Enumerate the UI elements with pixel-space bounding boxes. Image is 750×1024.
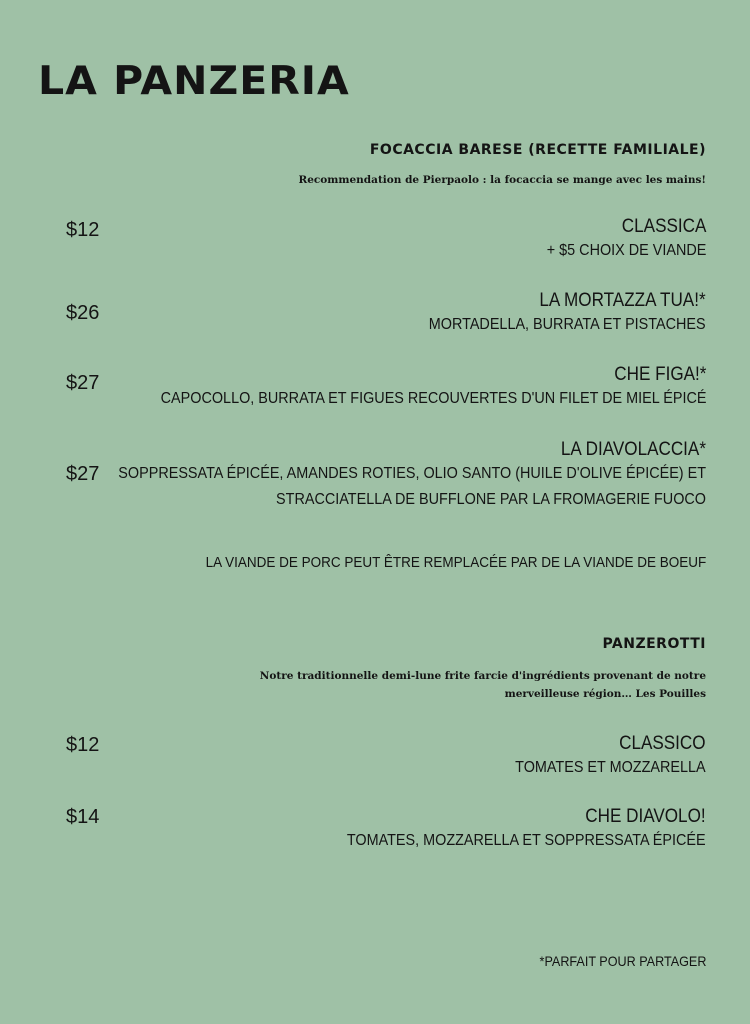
item-price: $27 bbox=[66, 463, 100, 485]
section-heading-panzerotti: PANZEROTTI bbox=[602, 636, 706, 652]
focaccia-recommendation-note: Recommendation de Pierpaolo : la focaccia se mange avec les mains! bbox=[298, 174, 706, 186]
item-description-line-2: STRACCIATELLA DE BUFFLONE PAR LA FROMAGERIE FUOCO bbox=[276, 491, 706, 508]
item-price: $26 bbox=[66, 302, 100, 324]
note-line: Notre traditionnelle demi-lune frite farcie d'ingrédients provenant de notre bbox=[259, 670, 706, 682]
item-description: SOPPRESSATA ÉPICÉE, AMANDES ROTIES, OLIO SANTO (HUILE D'OLIVE ÉPICÉE) ET bbox=[118, 465, 706, 482]
pork-substitution-note: LA VIANDE DE PORC PEUT ÊTRE REMPLACÉE PAR DE LA VIANDE DE BOEUF bbox=[205, 554, 706, 571]
item-description: + $5 CHOIX DE VIANDE bbox=[546, 242, 706, 259]
item-price: $14 bbox=[66, 806, 100, 828]
item-description: TOMATES, MOZZARELLA ET SOPPRESSATA ÉPICÉE bbox=[347, 832, 706, 849]
item-name: LA MORTAZZA TUA!* bbox=[539, 290, 706, 311]
item-name: CHE DIAVOLO! bbox=[585, 806, 706, 827]
item-description: TOMATES ET MOZZARELLA bbox=[515, 759, 706, 776]
restaurant-title: LA PANZERIA bbox=[38, 58, 350, 104]
sharing-footnote: *PARFAIT POUR PARTAGER bbox=[539, 953, 706, 969]
item-name: CHE FIGA!* bbox=[613, 364, 706, 385]
item-description: MORTADELLA, BURRATA ET PISTACHES bbox=[429, 316, 706, 333]
item-description: CAPOCOLLO, BURRATA ET FIGUES RECOUVERTES D'UN FILET DE MIEL ÉPICÉ bbox=[160, 390, 706, 407]
note-line: merveilleuse région… Les Pouilles bbox=[504, 688, 706, 700]
item-price: $12 bbox=[66, 734, 100, 756]
item-name: CLASSICA bbox=[621, 216, 706, 237]
section-heading-focaccia: FOCACCIA BARESE (RECETTE FAMILIALE) bbox=[369, 142, 706, 158]
item-price: $12 bbox=[66, 219, 100, 241]
item-price: $27 bbox=[66, 372, 100, 394]
item-name: LA DIAVOLACCIA* bbox=[560, 439, 706, 460]
item-name: CLASSICO bbox=[619, 733, 706, 754]
panzerotti-description-note bbox=[260, 667, 706, 703]
